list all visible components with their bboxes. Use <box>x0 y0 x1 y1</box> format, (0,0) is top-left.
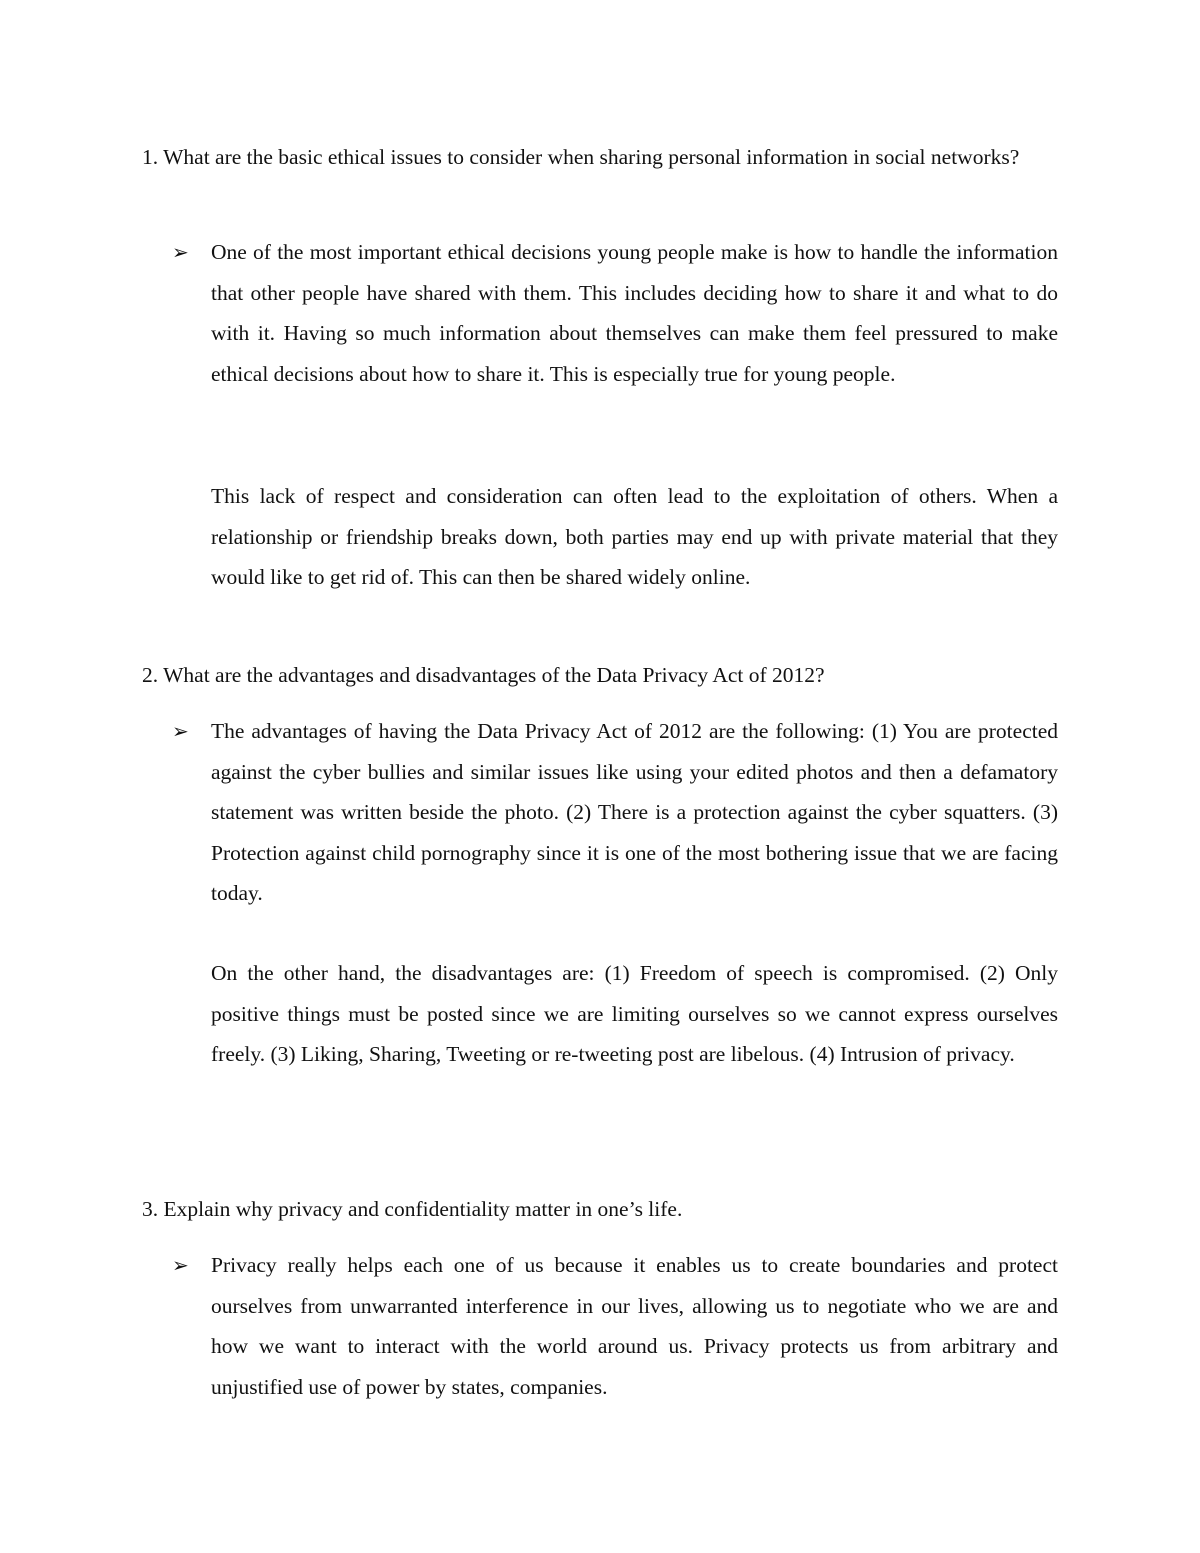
arrow-bullet-icon: ➢ <box>172 1253 189 1277</box>
question-2: 2. What are the advantages and disadvantages of the Data Privacy Act of 2012? <box>142 663 825 687</box>
question-3: 3. Explain why privacy and confidentiality matter in one’s life. <box>142 1197 683 1221</box>
answer-1-paragraph-1: One of the most important ethical decisions young people make is how to handle the information that other people have shared with them. This includes deciding how to share it and what to do with it. Having so much information about themselves can make them feel pressured to make ethical decisions about how to share it. This is especially true for young people. <box>211 240 1058 386</box>
answer-3-paragraph-1: Privacy really helps each one of us because it enables us to create boundaries and protect ourselves from unwarranted interference in our lives, allowing us to negotiate who we are and how we want to interact with the world around us. Privacy protects us from arbitrary and unjustified use of power by states, companies. <box>211 1253 1058 1399</box>
answer-2-paragraph-2: On the other hand, the disadvantages are: (1) Freedom of speech is compromised. (2) Only positive things must be posted since we are limiting ourselves so we cannot express ourselves freely. (3) Liking, Sharing, Tweeting or re-tweeting post are libelous. (4) Intrusion of privacy. <box>211 961 1058 1067</box>
answer-2-paragraph-1: The advantages of having the Data Privacy Act of 2012 are the following: (1) You are protected against the cyber bullies and similar issues like using your edited photos and then a defamatory statement was written beside the photo. (2) There is a protection against the cyber squatters. (3) Protection against child pornography since it is one of the most bothering issue that we are facing today. <box>211 719 1058 906</box>
arrow-bullet-icon: ➢ <box>172 719 189 743</box>
arrow-bullet-icon: ➢ <box>172 240 189 264</box>
question-1: 1. What are the basic ethical issues to consider when sharing personal information in social networks? <box>142 145 1020 169</box>
answer-1-paragraph-2: This lack of respect and consideration can often lead to the exploitation of others. When a relationship or friendship breaks down, both parties may end up with private material that they would like to get rid of. This can then be shared widely online. <box>211 484 1058 590</box>
